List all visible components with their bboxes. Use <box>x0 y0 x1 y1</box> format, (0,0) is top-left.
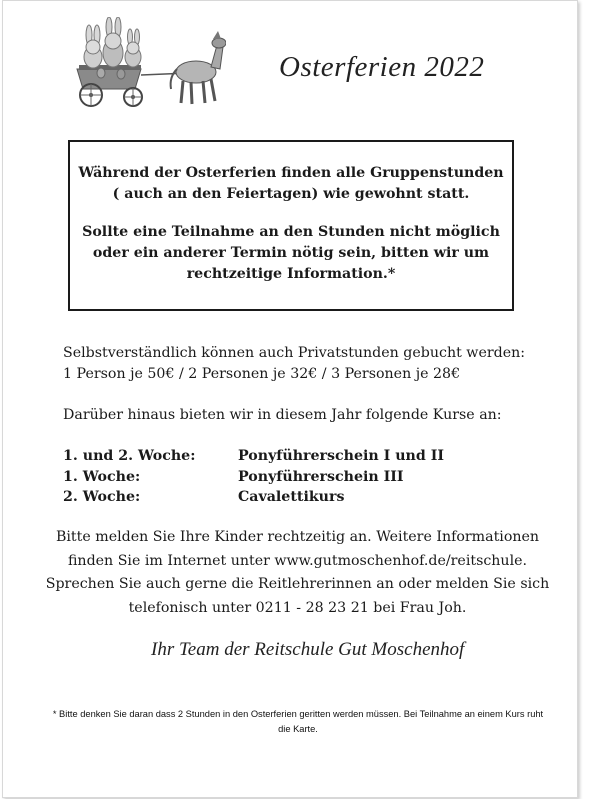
info-line: telefonisch unter 0211 - 28 23 21 bei Frau Joh. <box>128 599 467 616</box>
private-lessons-text <box>63 343 525 385</box>
page-title: Osterferien 2022 <box>279 51 485 83</box>
notice-paragraph-holidays: Während der Osterferien finden alle Gruppenstunden ( auch an den Feiertagen) wie gewohnt statt. <box>78 165 504 202</box>
course-week: 1. Woche: <box>63 468 141 485</box>
info-line: finden Sie im Internet unter www.gutmoschenhof.de/reitschule. <box>67 552 528 569</box>
easter-bunny-carriage-illustration <box>71 17 226 109</box>
info-line: Sprechen Sie auch gerne die Reitlehrerinnen an oder melden Sie sich <box>45 576 550 592</box>
footnote: * Bitte denken Sie daran dass 2 Stunden in den Osterferien geritten werden müssen. Bei Teilnahme an einem Kurs ruht die Karte. <box>52 709 544 734</box>
course-name: Ponyführerschein III <box>238 468 404 485</box>
course-name: Ponyführerschein I und II <box>238 448 444 464</box>
private-lessons-prices: 1 Person je 50€ / 2 Personen je 32€ / 3 Personen je 28€ <box>63 366 461 382</box>
info-line: Bitte melden Sie Ihre Kinder rechtzeitig an. Weitere Informationen <box>55 529 540 545</box>
private-lessons-intro: Selbstverständlich können auch Privatstunden gebucht werden: <box>63 345 526 361</box>
contact-information <box>33 526 562 620</box>
course-week: 1. und 2. Woche: <box>63 448 196 464</box>
notice-paragraph-absence: Sollte eine Teilnahme an den Stunden nicht möglich oder ein anderer Termin nötig sein, bitten wir um rechtzeitige Information.* <box>82 224 500 282</box>
document-page <box>2 0 578 798</box>
course-name: Cavalettikurs <box>238 489 345 505</box>
courses-intro: Darüber hinaus bieten wir in diesem Jahr folgende Kurse an: <box>63 407 502 423</box>
notice-box <box>68 140 514 311</box>
course-week: 2. Woche: <box>63 489 141 505</box>
signature: Ihr Team der Reitschule Gut Moschenhof <box>151 639 465 660</box>
